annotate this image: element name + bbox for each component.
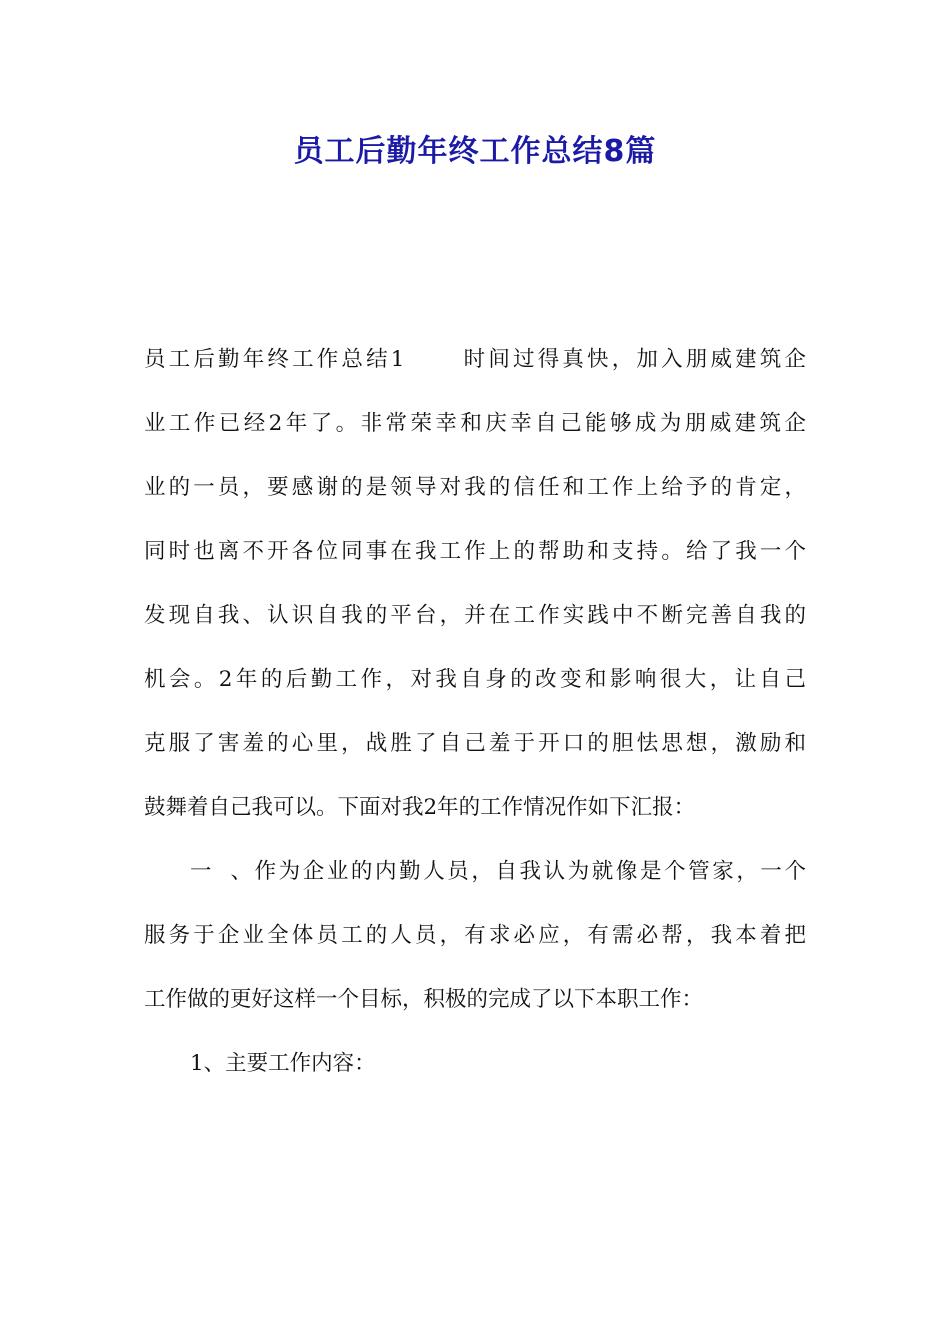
- paragraph-1-line-5: 发现自我、认识自我的平台，并在工作实践中不断完善自我的: [144, 603, 806, 628]
- paragraph-1-line-2: 业工作已经2年了。非常荣幸和庆幸自己能够成为朋威建筑企: [144, 411, 806, 436]
- list-number: 一、: [190, 859, 252, 884]
- paragraph-3-line-1: 1、主要工作内容：: [190, 1051, 376, 1076]
- paragraph-1-line-7: 克服了害羞的心里，战胜了自己羞于开口的胆怯思想，激励和: [144, 731, 806, 756]
- paragraph-1-line-3: 业的一员，要感谢的是领导对我的信任和工作上给予的肯定，: [144, 475, 806, 500]
- paragraph-2-line-1: [144, 850, 806, 914]
- section-heading: 员工后勤年终工作总结1: [144, 347, 405, 372]
- paragraph-text: 时间过得真快，加入朋威建筑企: [460, 347, 806, 372]
- paragraph-1-line-6: 机会。2年的后勤工作，对我自身的改变和影响很大，让自己: [144, 667, 806, 692]
- paragraph-1-line-1: [144, 338, 806, 402]
- paragraph-2-line-2: 服务于企业全体员工的人员，有求必应，有需必帮，我本着把: [144, 923, 806, 948]
- document-title: 员工后勤年终工作总结8篇: [293, 134, 657, 169]
- paragraph-2-line-3: 工作做的更好这样一个目标，积极的完成了以下本职工作：: [144, 987, 704, 1012]
- paragraph-text: 作为企业的内勤人员，自我认为就像是个管家，一个: [252, 859, 806, 884]
- document-body: [144, 338, 806, 1106]
- paragraph-1-line-8: 鼓舞着自己我可以。下面对我2年的工作情况作如下汇报：: [144, 795, 696, 820]
- paragraph-1-line-4: 同时也离不开各位同事在我工作上的帮助和支持。给了我一个: [144, 539, 806, 564]
